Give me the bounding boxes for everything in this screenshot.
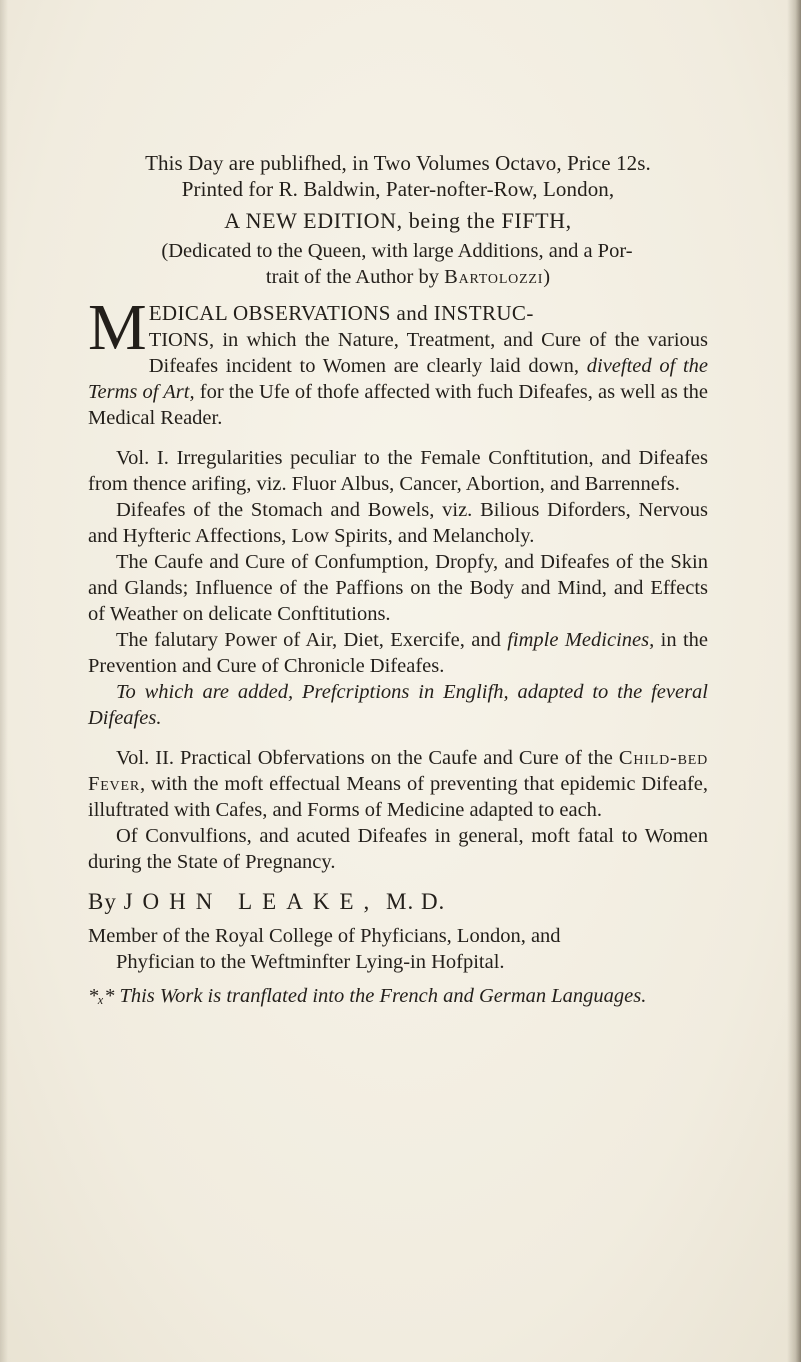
- member-line-1: Member of the Royal College of Phyficians, London, and: [88, 925, 561, 947]
- advertisement-text: [88, 150, 708, 1009]
- volume-two: [88, 745, 708, 875]
- title-text-b: for the Ufe of thofe affected with fuch Difeafes, as well as the Medical Reader.: [88, 381, 709, 429]
- author-name: JOHN LEAKE,: [123, 889, 380, 914]
- vol1-para-1: Vol. I. Irregularities peculiar to the Female Conftitution, and Difeafes from thence arifing, viz. Fluor Albus, Cancer, Abortion, and Barrennefs.: [88, 447, 708, 495]
- book-title: [88, 291, 709, 431]
- vol2-child-bed-fever: Child-bed Fever: [88, 747, 709, 795]
- author-credentials: [88, 923, 708, 975]
- engraver-name: Bartolozzi: [444, 266, 544, 288]
- page-shadow-right: [787, 0, 801, 1362]
- vol1-para-5-italic: To which are added, Prefcriptions in Englifh, adapted to the feveral Difeafes.: [88, 681, 708, 729]
- translation-note: [88, 983, 708, 1009]
- member-line-2: Phyfician to the Weftminfter Lying-in Hofpital.: [116, 951, 505, 973]
- vol1-para-4-b: in the Prevention and Cure of Chronicle Difeafes.: [88, 629, 709, 677]
- edition-line: A NEW EDITION, being the FIFTH,: [224, 208, 572, 233]
- author-by: By: [88, 889, 117, 914]
- dedication-text-b: trait of the Author by: [265, 266, 439, 288]
- printer-line: Printed for R. Baldwin, Pater-nofter-Row, London,: [181, 177, 615, 201]
- vol1-para-5: [88, 679, 708, 731]
- note-mark: *ₓ*: [88, 985, 115, 1007]
- page-shadow-left: [0, 0, 8, 1362]
- vol2-para-1-a: Vol. II. Practical Obfervations on the Caufe and Cure of the: [116, 747, 613, 769]
- title-line-2: TIONS, in which the Nature, Treatment, and Cure: [148, 329, 582, 351]
- title-line-1: EDICAL OBSERVATIONS and INSTRUC-: [148, 301, 534, 325]
- publication-notice: This Day are publifhed, in Two Volumes Octavo, Price 12s.: [145, 151, 651, 175]
- vol1-para-4-a: The falutary Power of Air, Diet, Exercife, and: [116, 629, 501, 651]
- title-italic: divefted of the Terms of Art,: [88, 355, 709, 403]
- author-line: [88, 889, 708, 915]
- vol1-para-4: [88, 627, 708, 679]
- title-text-a: of the various Difeafes incident to Women are clearly laid down,: [148, 329, 709, 377]
- vol1-para-4-italic: fimple Medicines,: [507, 629, 655, 651]
- vol1-para-2: Difeafes of the Stomach and Bowels, viz. Bilious Diforders, Nervous and Hyfteric Affections, Low Spirits, and Melancholy.: [88, 499, 708, 547]
- vol2-para-2: Of Convulfions, and acuted Difeafes in general, moft fatal to Women during the State of Pregnancy.: [88, 825, 708, 873]
- dedication-text-a: (Dedicated to the Queen, with large Additions, and a Por-: [161, 240, 633, 262]
- dedication: [88, 238, 708, 290]
- drop-cap: M: [88, 291, 147, 364]
- note-text: This Work is tranflated into the French and German Languages.: [119, 985, 647, 1007]
- dedication-close: ): [543, 266, 551, 288]
- vol2-para-1: [88, 745, 708, 823]
- vol1-para-3: The Caufe and Cure of Confumption, Dropfy, and Difeafes of the Skin and Glands; Influence of the Paffions on the Body and Mind, and Effects of Weather on delicate Conftitutions.: [88, 551, 708, 625]
- volume-one: [88, 445, 708, 731]
- vol2-para-1-b: , with the moft effectual Means of preventing that epidemic Difeafe, illuftrated with Cafes, and Forms of Medicine adapted to each.: [88, 773, 708, 821]
- author-degree: M. D.: [386, 889, 446, 914]
